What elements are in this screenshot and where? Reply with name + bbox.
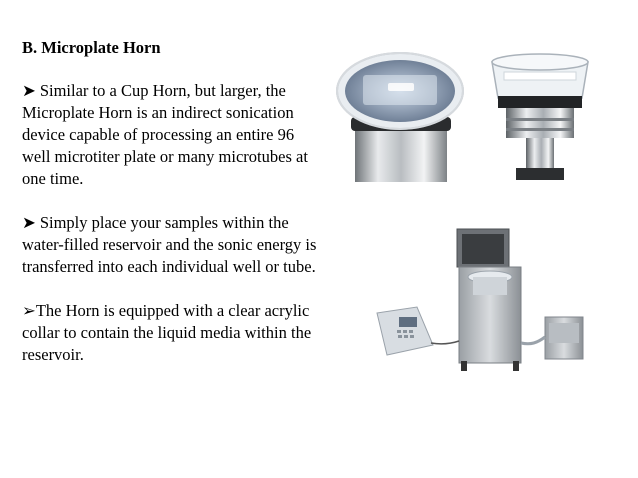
paragraph-collar bbox=[22, 300, 318, 366]
paragraph-text: Similar to a Cup Horn, but larger, the Microplate Horn is an indirect sonication device capable of processing an entire 96 well microtiter plate or many microtubes at one time. bbox=[22, 81, 308, 188]
sonicator-system-image bbox=[373, 225, 590, 372]
paragraph-text: Simply place your samples within the water-filled reservoir and the sonic energy is transferred into each individual well or tube. bbox=[22, 213, 317, 276]
arrow-bullet-icon: ➢ bbox=[22, 301, 36, 320]
text-column bbox=[22, 38, 318, 388]
paragraph-cup-horn bbox=[22, 80, 318, 190]
paragraph-text: The Horn is equipped with a clear acrylic collar to contain the liquid media within the reservoir. bbox=[22, 301, 312, 364]
paragraph-samples bbox=[22, 212, 318, 278]
arrow-bullet-icon: ➤ bbox=[22, 81, 36, 100]
slide-title: B. Microplate Horn bbox=[22, 38, 161, 57]
arrow-bullet-icon: ➤ bbox=[22, 213, 36, 232]
microplate-horn-angled-image bbox=[333, 45, 468, 182]
microplate-horn-side-image bbox=[488, 52, 592, 183]
